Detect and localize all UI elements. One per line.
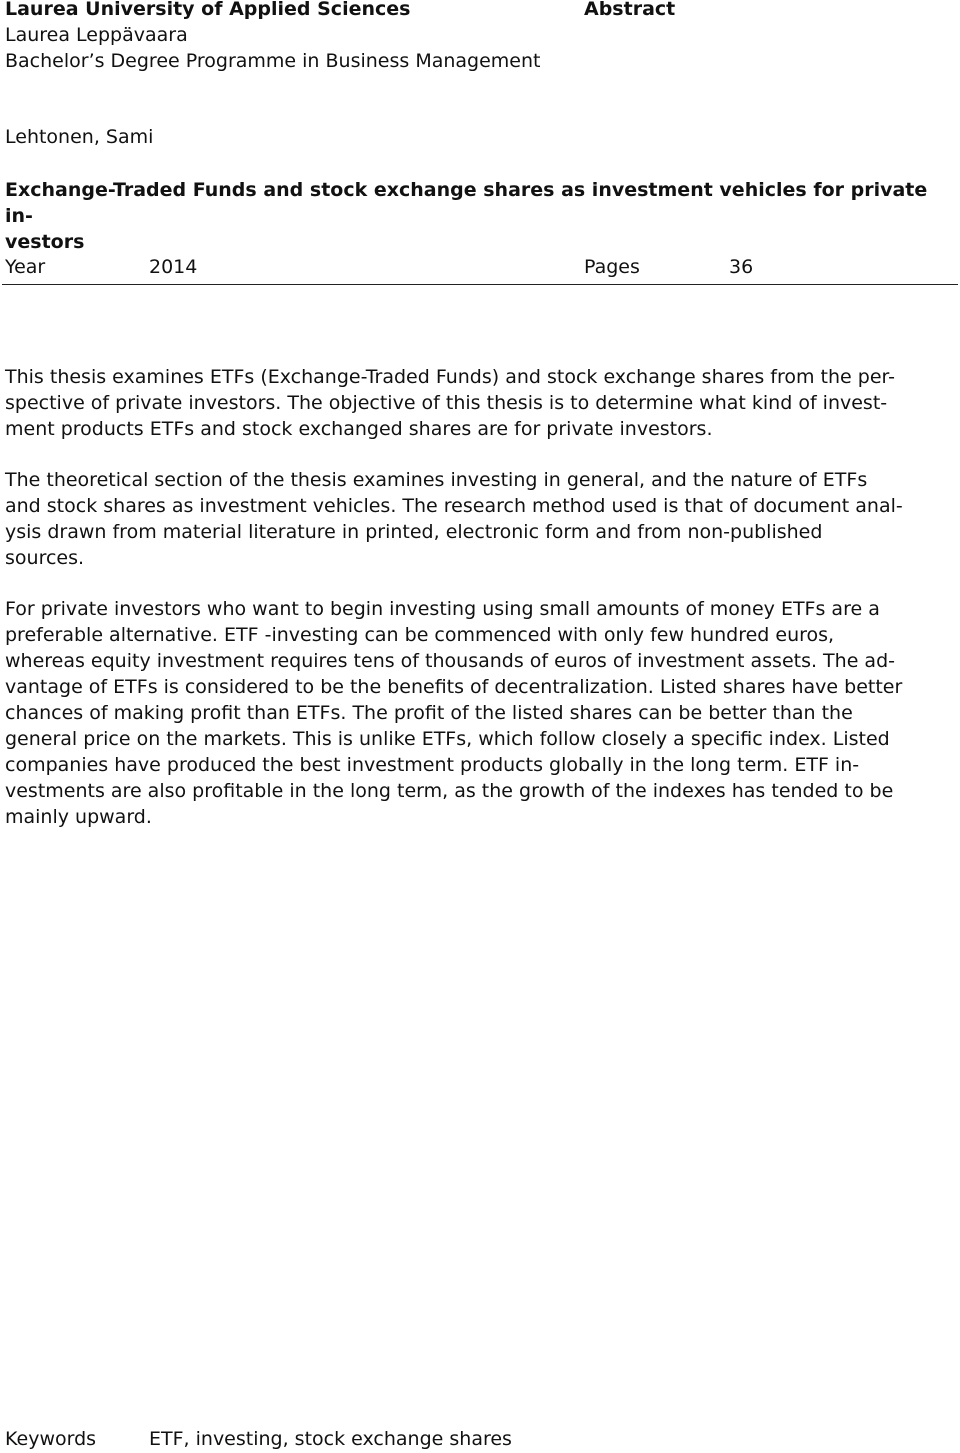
year-label: Year <box>5 256 46 278</box>
author-name: Lehtonen, Sami <box>5 126 154 148</box>
paragraph-line: vestments are also profitable in the long term, as the growth of the indexes has tended to be <box>5 780 894 802</box>
paragraph-line: vantage of ETFs is considered to be the benefits of decentralization. Listed shares have better <box>5 676 903 698</box>
paragraph-line: ment products ETFs and stock exchanged shares are for private investors. <box>5 418 713 440</box>
thesis-title <box>5 177 950 255</box>
paragraph-line: preferable alternative. ETF -investing can be commenced with only few hundred euros, <box>5 624 835 646</box>
keywords-value: ETF, investing, stock exchange shares <box>149 1428 512 1450</box>
campus-name: Laurea Leppävaara <box>5 24 188 46</box>
meta-row <box>0 256 960 286</box>
keywords-row <box>0 1426 960 1452</box>
university-name: Laurea University of Applied Sciences <box>5 0 411 20</box>
pages-value: 36 <box>729 256 754 278</box>
pages-label: Pages <box>584 256 640 278</box>
header-block <box>5 0 541 74</box>
paragraph-line: and stock shares as investment vehicles. The research method used is that of document anal- <box>5 495 903 517</box>
abstract-paragraph <box>5 596 955 830</box>
paragraph-line: chances of making profit than ETFs. The profit of the listed shares can be better than the <box>5 702 853 724</box>
paragraph-line: general price on the markets. This is unlike ETFs, which follow closely a specific index. Listed <box>5 728 890 750</box>
paragraph-line: spective of private investors. The objective of this thesis is to determine what kind of invest- <box>5 392 888 414</box>
paragraph-line: ysis drawn from material literature in printed, electronic form and from non-published <box>5 521 823 543</box>
paragraph-line: For private investors who want to begin investing using small amounts of money ETFs are a <box>5 598 880 620</box>
paragraph-line: sources. <box>5 547 85 569</box>
abstract-paragraph <box>5 364 955 442</box>
paragraph-line: The theoretical section of the thesis examines investing in general, and the nature of ETFs <box>5 469 868 491</box>
title-line: Exchange-Traded Funds and stock exchange shares as investment vehicles for private in- <box>5 179 928 227</box>
paragraph-line: This thesis examines ETFs (Exchange-Traded Funds) and stock exchange shares from the per- <box>5 366 895 388</box>
abstract-paragraph <box>5 467 955 571</box>
abstract-heading: Abstract <box>584 0 676 20</box>
divider <box>2 284 958 285</box>
year-value: 2014 <box>149 256 198 278</box>
title-line: vestors <box>5 231 85 253</box>
paragraph-line: whereas equity investment requires tens of thousands of euros of investment assets. The ad- <box>5 650 895 672</box>
paragraph-line: mainly upward. <box>5 806 152 828</box>
programme-name: Bachelor’s Degree Programme in Business Management <box>5 50 541 72</box>
paragraph-line: companies have produced the best investment products globally in the long term. ETF in- <box>5 754 860 776</box>
keywords-label: Keywords <box>5 1428 97 1450</box>
